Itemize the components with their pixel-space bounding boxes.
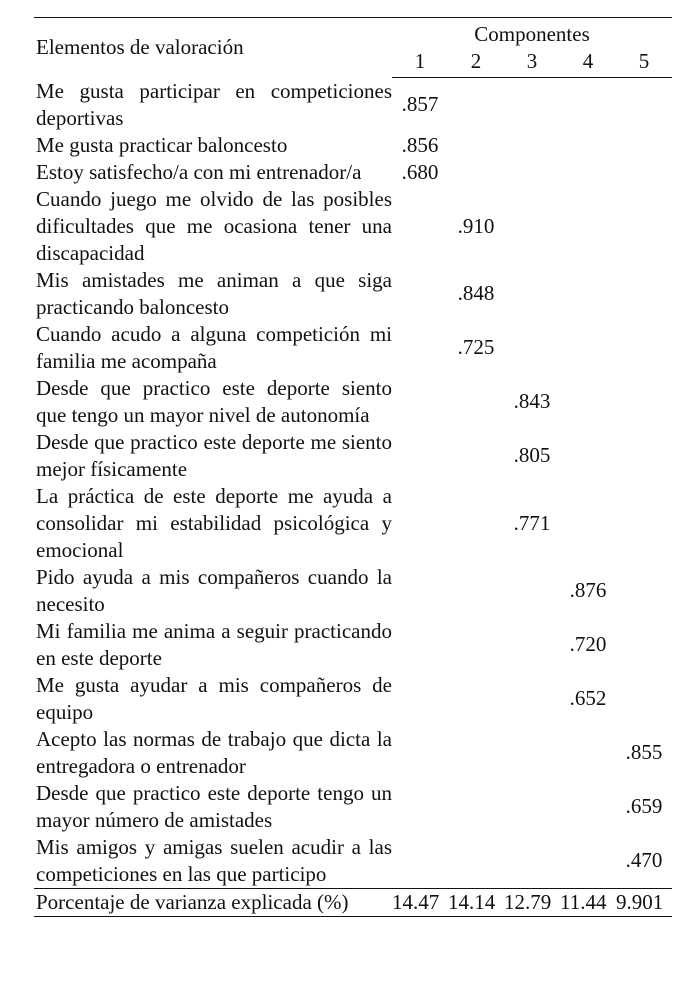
- component-number: 1: [392, 48, 448, 78]
- table-row: [34, 132, 672, 159]
- loading-value: [560, 429, 616, 483]
- loading-value: [448, 429, 504, 483]
- variance-value: 14.14: [448, 888, 504, 916]
- loading-value: [560, 78, 616, 132]
- loading-value: [616, 186, 672, 267]
- loading-value: .470: [625, 848, 663, 872]
- loading-value: .720: [569, 632, 607, 656]
- item-label: Desde que practico este deporte tengo un mayor número de amistades: [36, 780, 392, 832]
- loading-value: [392, 429, 448, 483]
- loading-value: [392, 672, 448, 726]
- component-number: 4: [560, 48, 616, 78]
- header-row-group: [34, 18, 672, 49]
- loading-value: [504, 159, 560, 186]
- loading-value: [392, 186, 448, 267]
- loading-value: [560, 267, 616, 321]
- loading-value: .876: [569, 578, 607, 602]
- loading-value: [448, 483, 504, 564]
- table-row: [34, 78, 672, 132]
- components-header: Componentes: [392, 18, 672, 49]
- table-row: [34, 726, 672, 780]
- table-row: [34, 618, 672, 672]
- loading-value: [392, 618, 448, 672]
- loading-value: [616, 132, 672, 159]
- loading-value: [448, 159, 504, 186]
- item-label: Mis amigos y amigas suelen acudir a las competiciones en las que participo: [36, 834, 392, 886]
- table-row: [34, 483, 672, 564]
- loading-value: [504, 267, 560, 321]
- loading-value: [448, 132, 504, 159]
- loading-value: [448, 672, 504, 726]
- item-label: Me gusta ayudar a mis compañeros de equipo: [36, 672, 392, 724]
- loading-value: [560, 132, 616, 159]
- loading-value: .725: [457, 335, 495, 359]
- loading-value: [392, 780, 448, 834]
- row-label-header: Elementos de valoración: [34, 18, 392, 78]
- loading-value: [392, 564, 448, 618]
- component-number: 3: [504, 48, 560, 78]
- loading-value: [560, 483, 616, 564]
- loading-value: [560, 159, 616, 186]
- item-label: Mis amistades me animan a que siga practicando baloncesto: [36, 267, 392, 319]
- variance-value: 9.901: [616, 888, 672, 916]
- item-label: Me gusta participar en competiciones deportivas: [36, 78, 392, 130]
- loading-value: [560, 321, 616, 375]
- loading-value: [616, 375, 672, 429]
- loading-value: [504, 132, 560, 159]
- table-row: [34, 672, 672, 726]
- loading-value: [504, 78, 560, 132]
- variance-label: Porcentaje de varianza explicada (%): [34, 888, 392, 916]
- loading-value: .652: [569, 686, 607, 710]
- loading-value: [392, 483, 448, 564]
- loading-value: [392, 834, 448, 889]
- loading-value: .680: [401, 159, 439, 184]
- loading-value: [616, 618, 672, 672]
- loading-value: [448, 78, 504, 132]
- loading-value: [504, 564, 560, 618]
- item-label: Mi familia me anima a seguir practicando en este deporte: [36, 618, 392, 670]
- loading-value: [616, 267, 672, 321]
- loading-value: [504, 780, 560, 834]
- loading-value: [616, 78, 672, 132]
- table-row: [34, 780, 672, 834]
- item-label: Desde que practico este deporte siento que tengo un mayor nivel de autonomía: [36, 375, 392, 427]
- loading-value: [448, 726, 504, 780]
- loading-value: [560, 186, 616, 267]
- variance-value: 14.47: [392, 888, 448, 916]
- item-label: Acepto las normas de trabajo que dicta la entregadora o entrenador: [36, 726, 392, 778]
- loading-value: [504, 726, 560, 780]
- loading-value: [504, 672, 560, 726]
- item-label: Pido ayuda a mis compañeros cuando la necesito: [36, 564, 392, 616]
- table-row: [34, 564, 672, 618]
- loading-value: .848: [457, 281, 495, 305]
- table-body: [34, 78, 672, 889]
- table-row: [34, 375, 672, 429]
- loading-value: [504, 186, 560, 267]
- loading-value: [560, 834, 616, 889]
- loading-value: .856: [401, 132, 439, 157]
- loading-value: [616, 429, 672, 483]
- loading-value: .771: [513, 510, 551, 535]
- component-number: 5: [616, 48, 672, 78]
- table-row: [34, 267, 672, 321]
- loading-value: [392, 321, 448, 375]
- table-row: [34, 429, 672, 483]
- loading-value: .805: [513, 443, 551, 467]
- table-row: [34, 321, 672, 375]
- loading-value: .855: [625, 740, 663, 764]
- loading-value: [392, 726, 448, 780]
- loading-value: [448, 780, 504, 834]
- component-number: 2: [448, 48, 504, 78]
- variance-value: 11.44: [560, 888, 616, 916]
- loading-value: [560, 726, 616, 780]
- loading-value: [448, 564, 504, 618]
- loading-value: [616, 672, 672, 726]
- loading-value: [448, 618, 504, 672]
- variance-value: 12.79: [504, 888, 560, 916]
- item-label: Estoy satisfecho/a con mi entrenador/a: [36, 159, 362, 184]
- loading-value: [504, 618, 560, 672]
- loading-value: .857: [401, 92, 439, 117]
- item-label: Cuando acudo a alguna competición mi familia me acompaña: [36, 321, 392, 373]
- table-row: [34, 159, 672, 186]
- item-label: Me gusta practicar baloncesto: [36, 132, 288, 157]
- table-row: [34, 186, 672, 267]
- loading-value: [504, 834, 560, 889]
- factor-loadings-table: [34, 17, 672, 917]
- loading-value: [392, 267, 448, 321]
- loading-value: [560, 780, 616, 834]
- item-label: Desde que practico este deporte me siento mejor físicamente: [36, 429, 392, 481]
- loading-value: [560, 375, 616, 429]
- loading-value: [616, 159, 672, 186]
- loading-value: .843: [513, 389, 551, 413]
- loading-value: [448, 834, 504, 889]
- variance-row: [34, 888, 672, 916]
- loading-value: .910: [457, 213, 495, 238]
- loading-value: [616, 483, 672, 564]
- item-label: La práctica de este deporte me ayuda a consolidar mi estabilidad psicológica y emocional: [36, 483, 392, 562]
- loading-value: [616, 564, 672, 618]
- loading-value: [448, 375, 504, 429]
- loading-value: [616, 321, 672, 375]
- loading-value: [392, 375, 448, 429]
- loading-value: [504, 321, 560, 375]
- table-row: [34, 834, 672, 889]
- item-label: Cuando juego me olvido de las posibles dificultades que me ocasiona tener una discapacidad: [36, 186, 392, 265]
- loading-value: .659: [625, 794, 663, 818]
